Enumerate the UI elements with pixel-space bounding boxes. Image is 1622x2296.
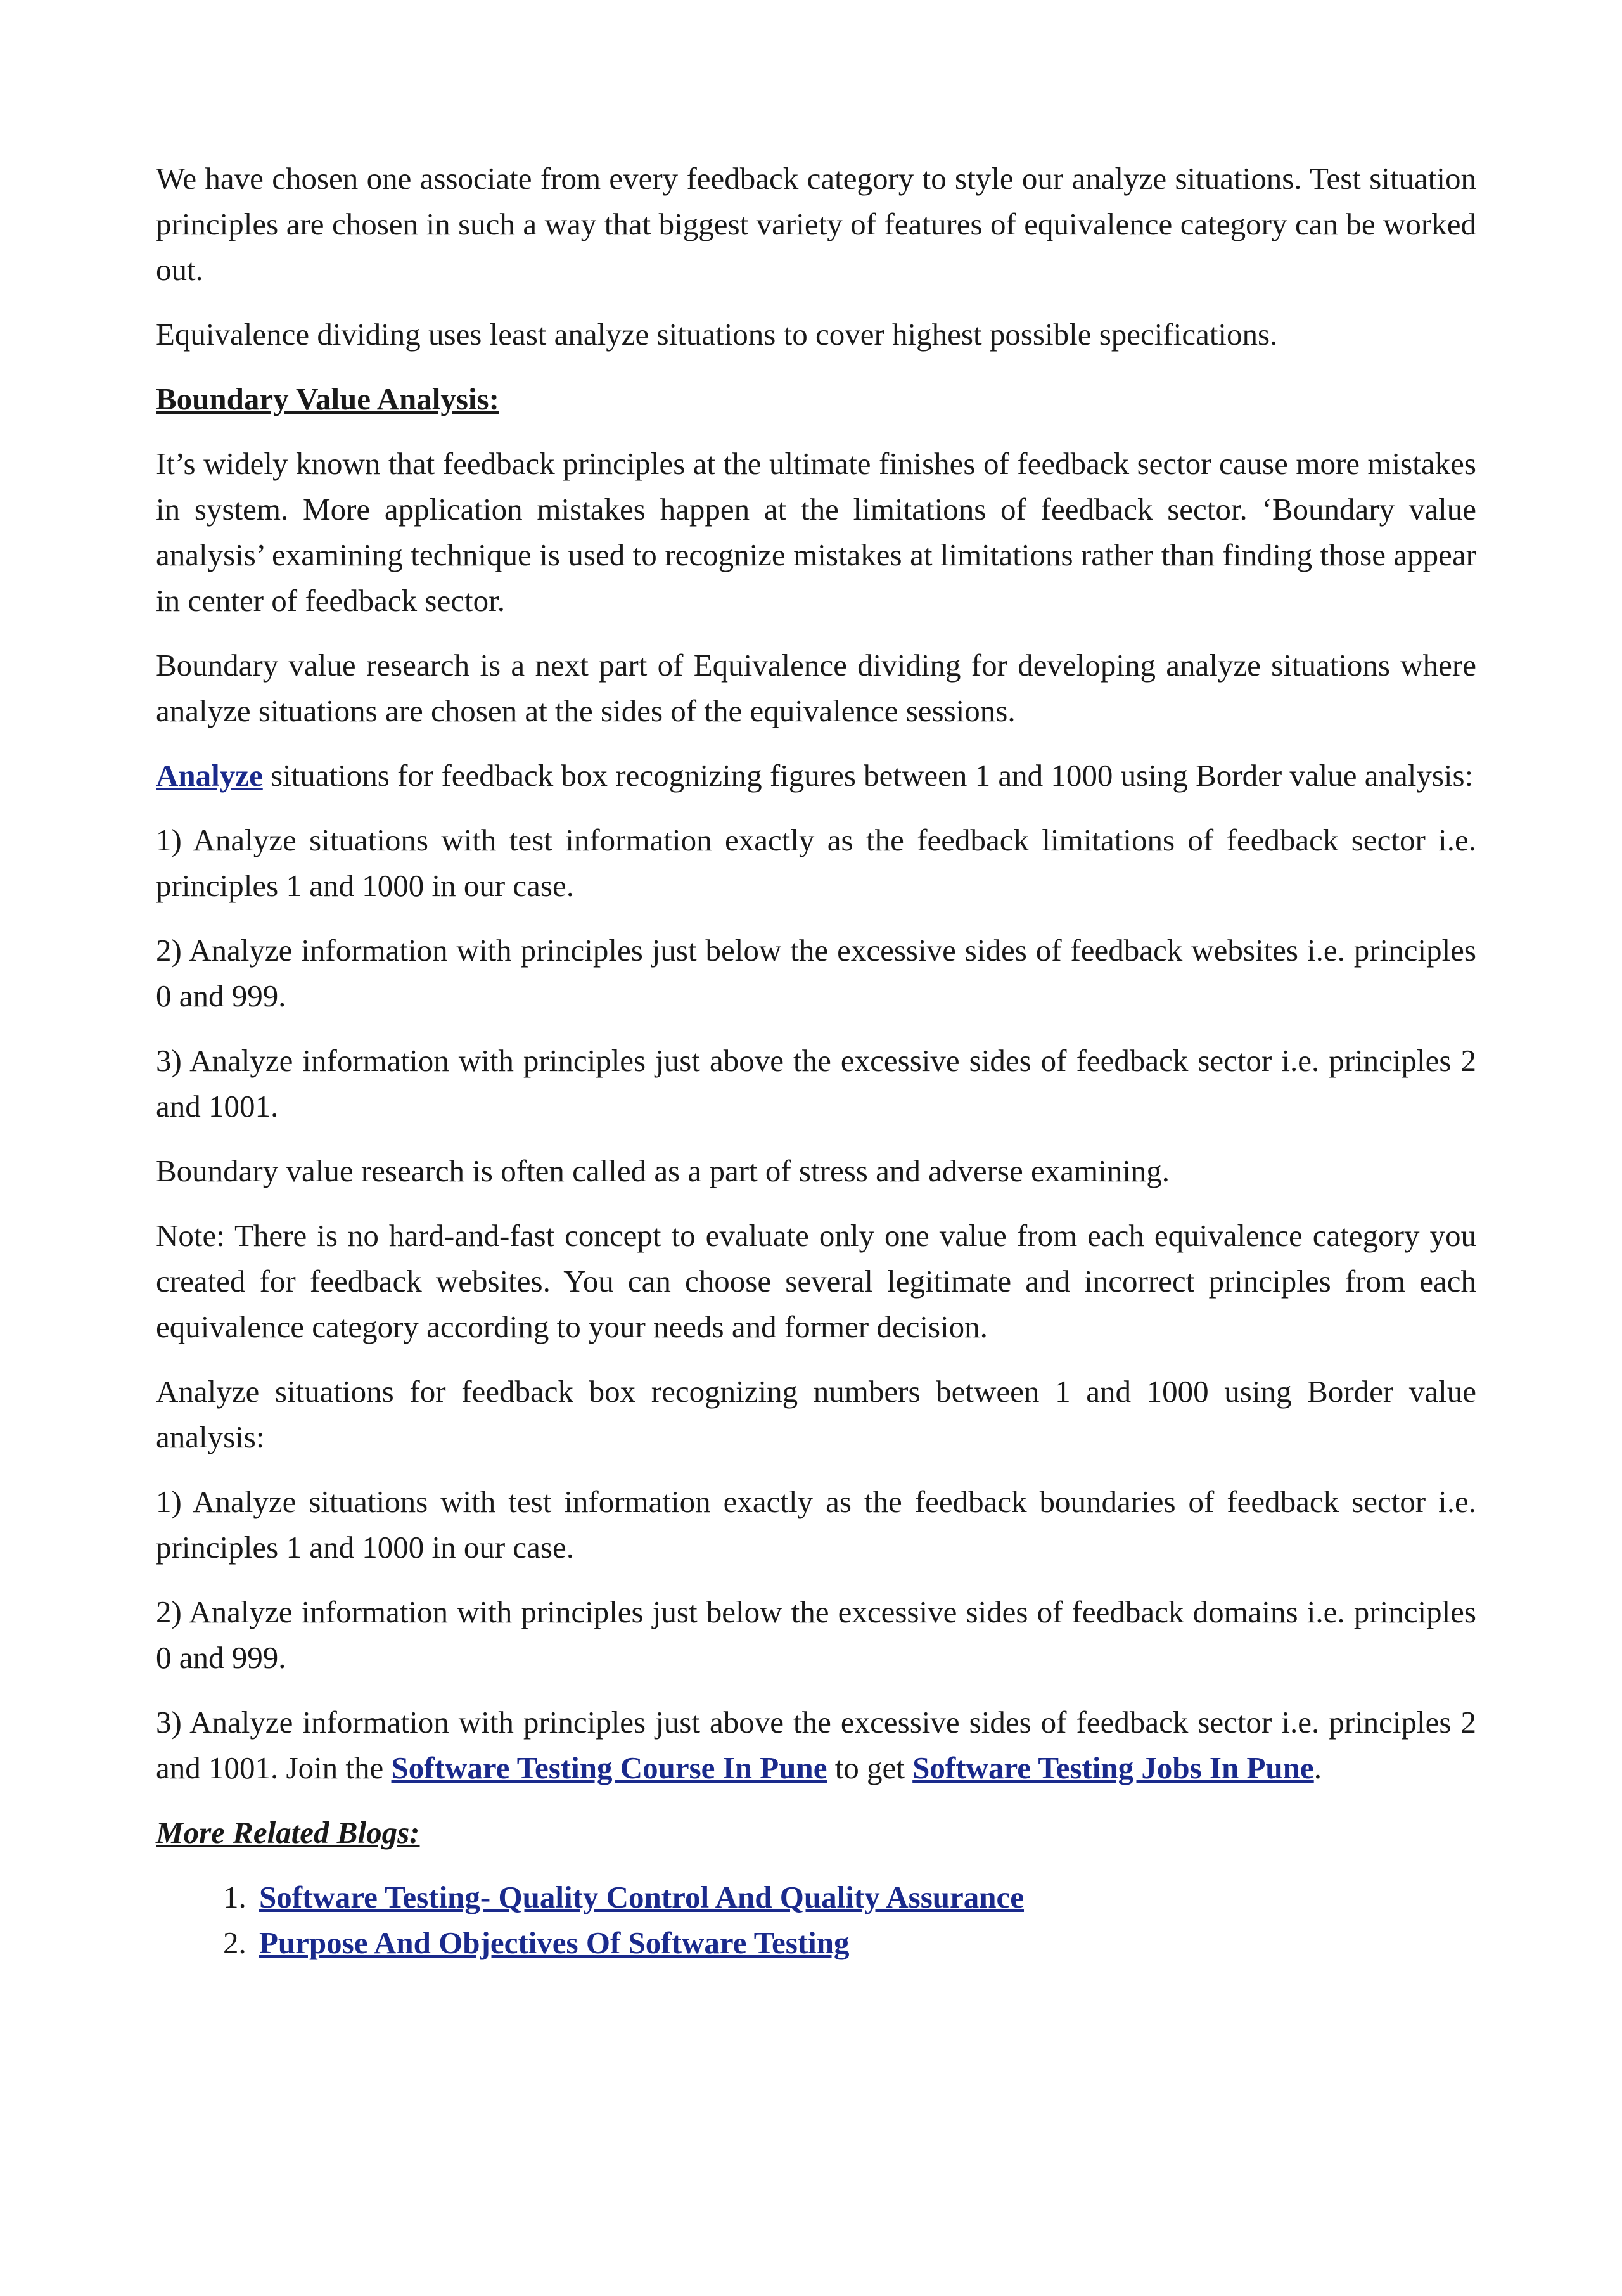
analyze-link[interactable]: Analyze	[156, 758, 263, 793]
paragraph-analyze-situations	[156, 753, 1476, 798]
paragraph-case-2b: 2) Analyze information with principles just below the excessive sides of feedback domains i.e. principles 0 and 999.	[156, 1594, 1476, 1675]
list-item	[254, 1875, 1476, 1920]
to-get-text: to get	[827, 1750, 913, 1785]
paragraph-note: Note: There is no hard-and-fast concept to evaluate only one value from each equivalence category you created for feedback websites. You can choose several legitimate and incorrect principles from each equivalence category according to your needs and former decision.	[156, 1218, 1476, 1344]
case-3b-text: 3) Analyze information with principles just above the excessive sides of feedback sector i.e. principles 2 and 1001. Join the	[156, 1705, 1476, 1785]
paragraph-equivalence: Equivalence dividing uses least analyze situations to cover highest possible specifications.	[156, 317, 1278, 352]
software-testing-jobs-link[interactable]: Software Testing Jobs In Pune	[912, 1750, 1314, 1785]
paragraph-boundary-intro: It’s widely known that feedback principles at the ultimate finishes of feedback sector cause more mistakes in system. More application mistakes happen at the limitations of feedback sector. ‘Boundary value analysis’ examining technique is used to recognize mistakes at limitations rather than finding those appear in center of feedback sector.	[156, 446, 1476, 618]
related-blog-link-1[interactable]: Software Testing- Quality Control And Quality Assurance	[259, 1880, 1025, 1914]
period-text: .	[1313, 1750, 1322, 1785]
paragraph-case-2: 2) Analyze information with principles just below the excessive sides of feedback websites i.e. principles 0 and 999.	[156, 933, 1476, 1013]
paragraph-case-1: 1) Analyze situations with test information exactly as the feedback limitations of feedback sector i.e. principles 1 and 1000 in our case.	[156, 823, 1476, 903]
paragraph-case-1b: 1) Analyze situations with test information exactly as the feedback boundaries of feedback sector i.e. principles 1 and 1000 in our case.	[156, 1484, 1476, 1565]
heading-more-related-blogs: More Related Blogs:	[156, 1815, 420, 1850]
paragraph-case-3: 3) Analyze information with principles just above the excessive sides of feedback sector i.e. principles 2 and 1001.	[156, 1043, 1476, 1124]
related-blog-link-2[interactable]: Purpose And Objectives Of Software Testing	[259, 1925, 850, 1960]
analyze-situations-text: situations for feedback box recognizing figures between 1 and 1000 using Border value analysis:	[262, 758, 1474, 793]
related-blogs-list	[156, 1875, 1476, 1966]
paragraph-intro: We have chosen one associate from every feedback category to style our analyze situations. Test situation principles are chosen in such a way that biggest variety of features of equivalence category can be worked out.	[156, 161, 1476, 287]
list-item	[254, 1920, 1476, 1966]
heading-boundary-value-analysis: Boundary Value Analysis:	[156, 382, 499, 416]
software-testing-course-link[interactable]: Software Testing Course In Pune	[391, 1750, 827, 1785]
paragraph-case-3b	[156, 1700, 1476, 1791]
paragraph-analyze-numbers: Analyze situations for feedback box recognizing numbers between 1 and 1000 using Border value analysis:	[156, 1374, 1476, 1454]
paragraph-stress: Boundary value research is often called as a part of stress and adverse examining.	[156, 1153, 1170, 1188]
paragraph-boundary-research: Boundary value research is a next part of Equivalence dividing for developing analyze situations where analyze situations are chosen at the sides of the equivalence sessions.	[156, 648, 1476, 728]
document-page	[156, 156, 1476, 1966]
